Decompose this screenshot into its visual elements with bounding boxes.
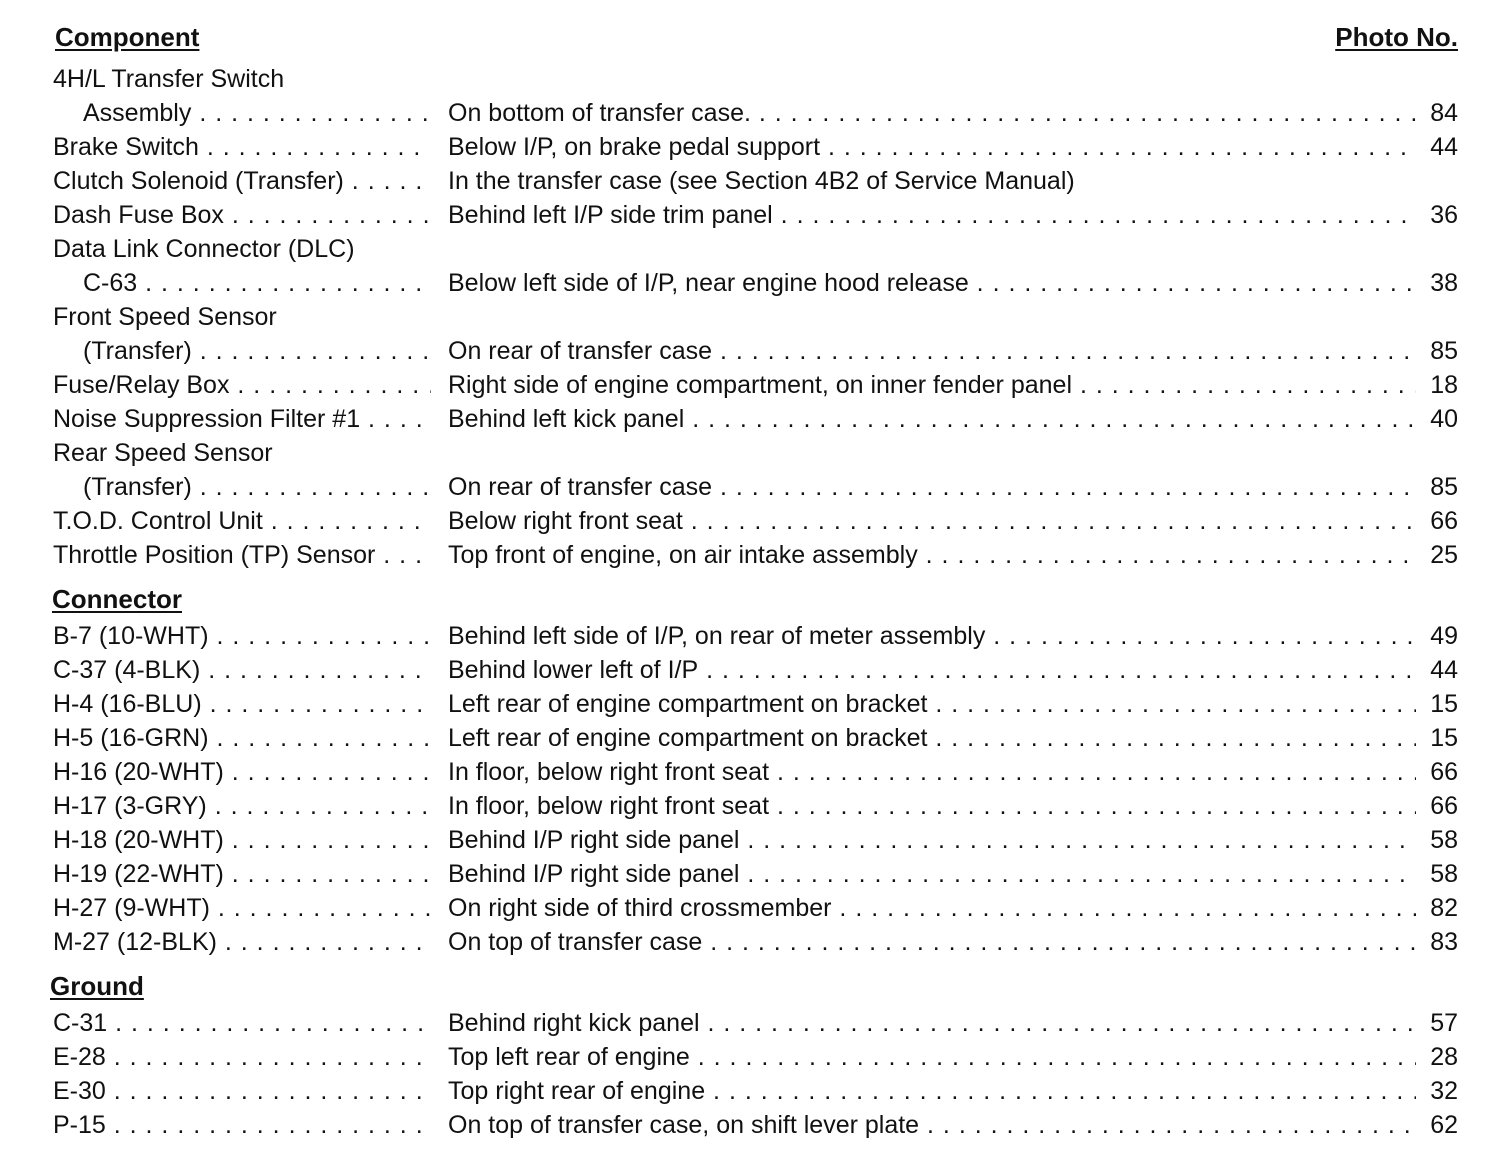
row-location-cell [448, 619, 1416, 653]
row-name-cell [53, 1040, 431, 1074]
table-row [0, 368, 1504, 402]
row-name-cell [53, 1108, 431, 1142]
row-location-cell [448, 789, 1416, 823]
row-location-cell [448, 653, 1416, 687]
row-photo-number: 82 [1430, 894, 1458, 922]
row-location: Behind I/P right side panel [448, 826, 740, 854]
row-name: H-16 (20-WHT) [53, 758, 224, 786]
table-row [0, 198, 1504, 232]
row-name-cell [53, 62, 431, 96]
table-row [0, 619, 1504, 653]
component-header: Component [55, 22, 200, 52]
row-name: (Transfer) [83, 337, 192, 365]
table-row [0, 96, 1504, 130]
row-name-cell [53, 436, 431, 470]
row-photo-number: 58 [1430, 860, 1458, 888]
leader-dots [192, 337, 431, 365]
leader-dots [202, 690, 431, 718]
table-row [0, 687, 1504, 721]
row-photo-number: 66 [1430, 507, 1458, 535]
row-name: C-31 [53, 1009, 108, 1037]
leader-dots [199, 133, 431, 161]
table-row [0, 789, 1504, 823]
ground-list [0, 1006, 1504, 1142]
row-photo-number: 49 [1430, 622, 1458, 650]
row-location: In floor, below right front seat [448, 792, 770, 820]
row-location: On top of transfer case, on shift lever plate [448, 1111, 920, 1139]
table-row [0, 823, 1504, 857]
row-name-cell [83, 96, 431, 130]
row-name-cell [53, 538, 431, 572]
row-name-cell [53, 925, 431, 959]
row-photo-number: 85 [1430, 473, 1458, 501]
row-photo-number: 36 [1430, 201, 1458, 229]
leader-dots [209, 622, 431, 650]
row-location: Left rear of engine compartment on bracket [448, 724, 928, 752]
table-row [0, 1108, 1504, 1142]
leader-dots [918, 541, 1416, 569]
row-name-cell [53, 823, 431, 857]
row-name-cell [53, 198, 431, 232]
leader-dots [820, 133, 1416, 161]
row-name: H-18 (20-WHT) [53, 826, 224, 854]
connector-section-heading: Connector [52, 584, 182, 614]
leader-dots [1072, 371, 1416, 399]
row-name: T.O.D. Control Unit [53, 507, 263, 535]
table-row [0, 721, 1504, 755]
row-name: B-7 (10-WHT) [53, 622, 209, 650]
row-photo-number: 15 [1430, 690, 1458, 718]
row-location-cell [448, 504, 1416, 538]
row-name: H-4 (16-BLU) [53, 690, 202, 718]
row-name: Throttle Position (TP) Sensor [53, 541, 376, 569]
leader-dots [712, 337, 1416, 365]
row-location: Left rear of engine compartment on bracket [448, 690, 928, 718]
row-name: Dash Fuse Box [53, 201, 224, 229]
row-name: Noise Suppression Filter #1 [53, 405, 361, 433]
row-name: H-19 (22-WHT) [53, 860, 224, 888]
row-name: E-28 [53, 1043, 106, 1071]
row-photo-number: 85 [1430, 337, 1458, 365]
leader-dots [106, 1111, 431, 1139]
row-photo-number: 84 [1430, 99, 1458, 127]
row-location: Behind I/P right side panel [448, 860, 740, 888]
leader-dots [224, 758, 431, 786]
leader-dots [217, 928, 431, 956]
row-name-cell [53, 1006, 431, 1040]
leader-dots [191, 99, 431, 127]
leader-dots [700, 1009, 1416, 1037]
ground-section-heading: Ground [50, 971, 144, 1001]
row-photo-number: 62 [1430, 1111, 1458, 1139]
row-name-cell [53, 789, 431, 823]
row-name-cell [53, 164, 431, 198]
table-row [0, 402, 1504, 436]
row-name-cell [53, 368, 431, 402]
photo-number-header: Photo No. [1335, 22, 1458, 52]
row-name: 4H/L Transfer Switch [53, 65, 285, 93]
row-name-cell [83, 334, 431, 368]
leader-dots [224, 201, 431, 229]
row-name-cell [53, 130, 431, 164]
row-name-cell [53, 755, 431, 789]
leader-dots [739, 860, 1416, 888]
row-location-cell [448, 1006, 1416, 1040]
row-location: In the transfer case (see Section 4B2 of Service Manual) [448, 167, 1075, 195]
table-row [0, 232, 1504, 266]
row-name: Fuse/Relay Box [53, 371, 230, 399]
table-row [0, 1006, 1504, 1040]
row-location: Top front of engine, on air intake assembly [448, 541, 918, 569]
leader-dots [107, 1009, 431, 1037]
row-location: Below I/P, on brake pedal support [448, 133, 821, 161]
table-row [0, 653, 1504, 687]
row-location: Top right rear of engine [448, 1077, 706, 1105]
table-row [0, 891, 1504, 925]
leader-dots [927, 724, 1416, 752]
table-row [0, 130, 1504, 164]
row-photo-number: 44 [1430, 133, 1458, 161]
table-row [0, 334, 1504, 368]
connector-list [0, 619, 1504, 959]
row-name-cell [53, 857, 431, 891]
row-name: Clutch Solenoid (Transfer) [53, 167, 344, 195]
leader-dots [769, 758, 1416, 786]
table-row [0, 164, 1504, 198]
leader-dots [702, 928, 1416, 956]
row-photo-number: 57 [1430, 1009, 1458, 1037]
row-photo-number: 66 [1430, 758, 1458, 786]
table-row [0, 925, 1504, 959]
row-name-cell [53, 300, 431, 334]
row-location-cell [448, 368, 1416, 402]
leader-dots [684, 405, 1416, 433]
row-name: E-30 [53, 1077, 106, 1105]
row-photo-number: 58 [1430, 826, 1458, 854]
row-location-cell [448, 198, 1416, 232]
row-location-cell [448, 164, 1416, 198]
row-name-cell [53, 232, 431, 266]
row-location: On top of transfer case [448, 928, 703, 956]
table-row [0, 470, 1504, 504]
leader-dots [375, 541, 431, 569]
row-name: H-27 (9-WHT) [53, 894, 210, 922]
leader-dots [712, 473, 1416, 501]
leader-dots [137, 269, 431, 297]
row-location: Right side of engine compartment, on inner fender panel [448, 371, 1072, 399]
row-location: On right side of third crossmember [448, 894, 832, 922]
row-name: (Transfer) [83, 473, 192, 501]
row-photo-number: 32 [1430, 1077, 1458, 1105]
row-name-cell [83, 266, 431, 300]
row-name-cell [53, 504, 431, 538]
row-photo-number: 44 [1430, 656, 1458, 684]
leader-dots [831, 894, 1416, 922]
leader-dots [207, 792, 431, 820]
row-location-cell [448, 857, 1416, 891]
row-name-cell [53, 653, 431, 687]
row-location: Behind right kick panel [448, 1009, 700, 1037]
leader-dots [360, 405, 431, 433]
table-row [0, 504, 1504, 538]
row-location-cell [448, 470, 1416, 504]
leader-dots [683, 507, 1416, 535]
row-location-cell [448, 1074, 1416, 1108]
row-location: Behind left kick panel [448, 405, 685, 433]
row-name: C-37 (4-BLK) [53, 656, 201, 684]
row-location: Behind left I/P side trim panel [448, 201, 773, 229]
row-location: Behind lower left of I/P [448, 656, 699, 684]
leader-dots [985, 622, 1416, 650]
leader-dots [210, 894, 431, 922]
row-name-cell [53, 721, 431, 755]
row-location-cell [448, 721, 1416, 755]
row-name: Assembly [83, 99, 192, 127]
leader-dots [919, 1111, 1416, 1139]
row-name: Rear Speed Sensor [53, 439, 273, 467]
row-name: Data Link Connector (DLC) [53, 235, 355, 263]
row-name-cell [53, 1074, 431, 1108]
row-location: On rear of transfer case [448, 473, 713, 501]
row-location-cell [448, 402, 1416, 436]
row-name-cell [53, 402, 431, 436]
row-photo-number: 38 [1430, 269, 1458, 297]
row-name-cell [53, 687, 431, 721]
row-location-cell [448, 96, 1416, 130]
row-photo-number: 83 [1430, 928, 1458, 956]
table-row [0, 755, 1504, 789]
row-location-cell [448, 266, 1416, 300]
leader-dots [224, 860, 431, 888]
leader-dots [106, 1077, 431, 1105]
leader-dots [344, 167, 431, 195]
row-location-cell [448, 687, 1416, 721]
row-location: Top left rear of engine [448, 1043, 690, 1071]
leader-dots [705, 1077, 1416, 1105]
row-location-cell [448, 925, 1416, 959]
leader-dots [751, 99, 1416, 127]
row-name: C-63 [83, 269, 138, 297]
row-location-cell [448, 823, 1416, 857]
row-location-cell [448, 755, 1416, 789]
leader-dots [969, 269, 1416, 297]
table-row [0, 62, 1504, 96]
row-name: M-27 (12-BLK) [53, 928, 217, 956]
row-location: Below right front seat [448, 507, 683, 535]
row-location-cell [448, 538, 1416, 572]
row-location-cell [448, 1040, 1416, 1074]
row-location: In floor, below right front seat [448, 758, 770, 786]
row-location: On bottom of transfer case. [448, 99, 751, 127]
leader-dots [192, 473, 431, 501]
row-location: On rear of transfer case [448, 337, 713, 365]
leader-dots [263, 507, 431, 535]
row-location-cell [448, 1108, 1416, 1142]
row-name: P-15 [53, 1111, 106, 1139]
leader-dots [698, 656, 1416, 684]
row-name: Brake Switch [53, 133, 199, 161]
row-name: H-5 (16-GRN) [53, 724, 209, 752]
leader-dots [769, 792, 1416, 820]
leader-dots [209, 724, 431, 752]
table-row [0, 857, 1504, 891]
row-location-cell [448, 891, 1416, 925]
row-photo-number: 15 [1430, 724, 1458, 752]
table-row [0, 1074, 1504, 1108]
leader-dots [106, 1043, 431, 1071]
table-row [0, 436, 1504, 470]
leader-dots [690, 1043, 1416, 1071]
leader-dots [224, 826, 431, 854]
table-row [0, 1040, 1504, 1074]
row-location-cell [448, 130, 1416, 164]
row-name-cell [83, 470, 431, 504]
leader-dots [739, 826, 1416, 854]
table-row [0, 300, 1504, 334]
table-row [0, 538, 1504, 572]
leader-dots [773, 201, 1416, 229]
leader-dots [200, 656, 431, 684]
row-photo-number: 28 [1430, 1043, 1458, 1071]
row-photo-number: 18 [1430, 371, 1458, 399]
row-photo-number: 66 [1430, 792, 1458, 820]
table-row [0, 266, 1504, 300]
row-name-cell [53, 891, 431, 925]
row-location: Below left side of I/P, near engine hood release [448, 269, 969, 297]
row-name: H-17 (3-GRY) [53, 792, 207, 820]
row-location-cell [448, 334, 1416, 368]
leader-dots [927, 690, 1416, 718]
row-name-cell [53, 619, 431, 653]
row-location: Behind left side of I/P, on rear of meter assembly [448, 622, 986, 650]
row-name: Front Speed Sensor [53, 303, 277, 331]
component-list [0, 62, 1504, 572]
leader-dots [229, 371, 431, 399]
row-photo-number: 40 [1430, 405, 1458, 433]
row-photo-number: 25 [1430, 541, 1458, 569]
